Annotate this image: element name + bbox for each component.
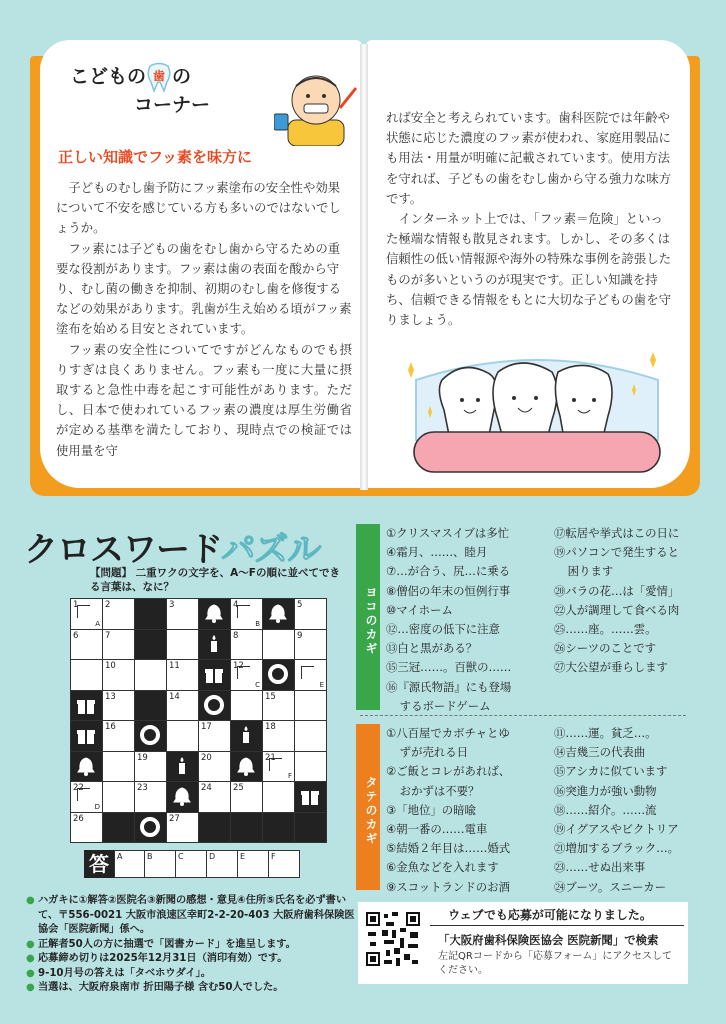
grid-cell-letter-mark: E: [319, 680, 324, 689]
grid-cell-blocked: [135, 599, 166, 629]
grid-cell[interactable]: [231, 599, 262, 629]
tooth-icon: [146, 62, 172, 92]
rule-item: ● ハガキに①解答②医院名③新聞の感想・意見④住所⑤氏名を必ず書いて、〒556-0021 大阪市浪速区幸町2-2-20-403 大阪府歯科保険医協会「医院新聞」係へ。: [26, 894, 356, 938]
clue-line: ⑮アシカに似ています: [554, 764, 668, 779]
smiling-teeth-icon: [402, 350, 672, 478]
answer-letter: B: [147, 852, 153, 861]
grid-cell-blocked: [167, 782, 198, 812]
grid-cell-blocked: [167, 752, 198, 782]
grid-cell-number: 5: [297, 600, 303, 610]
grid-cell-number: 4: [233, 600, 239, 610]
grid-cell[interactable]: [71, 813, 102, 843]
clue-line: ㉖シーツのことです: [554, 641, 657, 656]
grid-cell[interactable]: [199, 752, 230, 782]
grid-cell[interactable]: [103, 782, 134, 812]
web-entry-box: [358, 902, 688, 984]
grid-cell[interactable]: [71, 660, 102, 690]
answer-letter: F: [271, 852, 276, 861]
grid-cell-number: 22: [73, 783, 84, 793]
grid-cell[interactable]: [71, 782, 102, 812]
grid-cell-number: 13: [105, 691, 116, 702]
article-left-column: [56, 178, 352, 461]
grid-cell-number: 23: [137, 783, 148, 793]
grid-cell[interactable]: [103, 630, 134, 660]
grid-cell-blocked: [295, 782, 326, 812]
book-spine: [360, 44, 368, 490]
wreath-icon: [139, 816, 161, 838]
grid-cell[interactable]: [199, 782, 230, 812]
down-clues-col1: [386, 724, 544, 897]
grid-cell[interactable]: [231, 782, 262, 812]
candle-icon: [235, 724, 257, 746]
bell-icon: [203, 602, 225, 624]
clue-line: ④霜月、……、睦月: [386, 545, 488, 560]
candle-icon: [203, 633, 225, 655]
answer-letter: D: [209, 852, 216, 861]
bell-icon: [171, 785, 193, 807]
grid-cell[interactable]: [231, 660, 262, 690]
grid-cell[interactable]: [71, 599, 102, 629]
answer-box[interactable]: [207, 850, 238, 878]
grid-cell-letter-mark: D: [94, 802, 100, 811]
clue-line: ㉗大公望が垂らします: [554, 660, 668, 675]
crossword-title: [24, 522, 320, 571]
rule-item: ● 応募締め切りは2025年12月31日（消印有効）です。: [26, 952, 356, 967]
grid-cell[interactable]: [231, 630, 262, 660]
wreath-icon: [203, 694, 225, 716]
grid-cell-number: 12: [233, 661, 244, 671]
grid-cell-blocked: [231, 752, 262, 782]
grid-cell-blocked: [135, 691, 166, 721]
book-illustration: [30, 40, 700, 498]
clue-line: ⑲イグアスやビクトリア: [554, 822, 679, 837]
grid-cell-letter-mark: C: [255, 680, 260, 689]
grid-cell[interactable]: [295, 691, 326, 721]
grid-cell[interactable]: [167, 691, 198, 721]
grid-cell-number: 15: [265, 691, 276, 702]
down-clues: [356, 724, 686, 894]
grid-cell-number: 20: [201, 752, 212, 763]
grid-cell-number: 2: [105, 600, 111, 610]
grid-cell-letter-mark: F: [287, 772, 292, 780]
grid-cell-blocked: [231, 721, 262, 751]
grid-cell-blocked: [135, 721, 166, 751]
grid-cell-number: 6: [73, 630, 79, 641]
grid-cell[interactable]: [135, 782, 166, 812]
gift-icon: [75, 724, 97, 746]
article-paragraph: 子どものむし歯予防にフッ素塗布の安全性や効果について不安を感じている方も多いのではないでしょうか。: [56, 180, 341, 236]
grid-cell-blocked: [231, 813, 262, 843]
crossword-question: 【問題】 二重ワクの文字を、A～Fの順に並べてできる言葉は、なに？: [90, 567, 340, 593]
clue-line: ⑰転居や挙式はこの日に: [554, 526, 680, 540]
across-clues-label: ヨコのカギ: [356, 524, 380, 710]
corner-title-part1: こどもの: [70, 65, 147, 88]
clue-line: ⑱……紹介。……流: [554, 802, 657, 817]
clue-line: ⑫…密度の低下に注意: [386, 622, 500, 637]
crossword-title-part1: クロスワード: [24, 530, 222, 570]
grid-cell-blocked: [199, 660, 230, 690]
grid-cell-blocked: [199, 691, 230, 721]
grid-cell[interactable]: [103, 752, 134, 782]
answer-box[interactable]: [176, 850, 207, 878]
grid-cell[interactable]: [295, 721, 326, 751]
clue-line: ⑯突進力が強い動物: [554, 783, 657, 798]
grid-cell[interactable]: [167, 599, 198, 629]
grid-cell[interactable]: [295, 630, 326, 660]
clue-line: ⑯『源氏物語』にも登場: [386, 679, 512, 694]
bell-icon: [75, 755, 97, 777]
clue-line: ①クリスマスイブは多忙: [386, 526, 510, 540]
grid-cell-blocked: [103, 813, 134, 843]
grid-cell-blocked: [263, 660, 294, 690]
grid-cell-number: 1: [73, 600, 79, 610]
clue-line: ⑬白と黒がある？: [386, 641, 478, 656]
grid-cell[interactable]: [263, 630, 294, 660]
answer-letter: C: [178, 852, 184, 861]
answer-row: [84, 850, 300, 878]
grid-cell[interactable]: [263, 721, 294, 751]
grid-cell-blocked: [135, 813, 166, 843]
corner-title-tooth-char: 歯: [153, 69, 166, 83]
grid-cell[interactable]: [103, 599, 134, 629]
across-clues-col2: [554, 524, 704, 716]
grid-cell[interactable]: [103, 721, 134, 751]
grid-cell[interactable]: [263, 691, 294, 721]
grid-cell[interactable]: [103, 691, 134, 721]
grid-cell-blocked: [199, 630, 230, 660]
clue-line: ①八百屋でカボチャとゆ: [386, 726, 510, 740]
grid-cell-blocked: [263, 599, 294, 629]
clue-line: ⑭吉幾三の代表曲: [554, 745, 646, 760]
clue-line: ⑨スコットランドのお酒: [386, 879, 510, 894]
article-paragraph: インターネット上では、「フッ素＝危険」といった極端な情報も散見されます。しかし、その多くは信頼性の低い情報源や海外の特殊な事例を誇張したものが多いというのが現実です。正しい知識を持ち、信頼できる情報をもとに大切な子どもの歯を守りましょう。: [386, 211, 671, 328]
grid-cell-number: 7: [105, 630, 111, 641]
across-clues: [356, 524, 686, 713]
candle-icon: [171, 755, 193, 777]
clue-line: ㉕……座。……雲。: [554, 622, 657, 637]
article-right-column: [386, 108, 674, 330]
grid-cell-blocked: [71, 721, 102, 751]
clue-line: ⑤結婚２年目は……婚式: [386, 841, 511, 856]
answer-letter: A: [117, 852, 123, 861]
grid-cell-number: 27: [169, 813, 180, 824]
clue-line: ④朝一番の……電車: [386, 822, 488, 837]
down-clues-label: タテのカギ: [356, 724, 380, 890]
grid-cell[interactable]: [263, 782, 294, 812]
grid-cell-number: 3: [169, 600, 175, 610]
answer-label: 答: [84, 850, 114, 878]
corner-title: [70, 62, 210, 118]
clue-line: ⑧僧侶の年末の恒例行事: [386, 583, 511, 598]
grid-cell-number: 14: [169, 691, 180, 702]
rule-item: ● 正解者50人の方に抽選で「図書カード」を進呈します。: [26, 938, 356, 953]
down-clues-col2: [554, 724, 704, 897]
grid-cell-number: 18: [265, 722, 276, 732]
wreath-icon: [139, 724, 161, 746]
web-entry-heading: ウェブでも応募が可能になりました。: [430, 904, 684, 926]
grid-cell-blocked: [71, 691, 102, 721]
clue-line: ⑦…が合う、尻…に乗る: [386, 564, 511, 579]
grid-cell-letter-mark: A: [95, 619, 100, 628]
bell-icon: [267, 602, 289, 624]
answer-box[interactable]: [238, 850, 269, 878]
qr-code-icon[interactable]: [364, 910, 422, 968]
clue-divider: [360, 715, 686, 716]
clue-line: ㉒人が調理して食べる肉: [554, 602, 680, 617]
across-clues-col1: [386, 524, 544, 716]
wreath-icon: [267, 663, 289, 685]
grid-cell-blocked: [263, 813, 294, 843]
grid-cell-number: 17: [201, 722, 212, 732]
clue-line: ⑥金魚などを入れます: [386, 860, 499, 875]
grid-cell-number: 9: [297, 630, 303, 641]
article-paragraph: フッ素の安全性についてですがどんなものでも摂りすぎは良くありません。フッ素も一度に大量に摂取すると急性中毒を起こす可能性があります。ただし、日本で使われているフッ素の濃度は厚生労働省が定める基準を満たしており、現時点での検証では使用量を守: [56, 341, 352, 458]
clue-line: ㉓……せぬ出来事: [554, 860, 646, 875]
article-paragraph: れば安全と考えられています。歯科医院では年齢や状態に応じた濃度のフッ素が使われ、家庭用製品にも用法・用量が明確に記載されています。使用方法を守れば、子どもの歯をむし歯から守る強力な味方です。: [386, 110, 671, 206]
answer-box[interactable]: [269, 850, 300, 878]
grid-cell[interactable]: [167, 721, 198, 751]
grid-cell-blocked: [199, 599, 230, 629]
rule-item: ● 9-10月号の答えは「タベホウダイ」。: [26, 967, 356, 982]
grid-cell[interactable]: [295, 599, 326, 629]
grid-cell[interactable]: [71, 630, 102, 660]
corner-title-part2: の: [172, 65, 192, 88]
clue-line: ②ご飯とコレがあれば、: [386, 764, 511, 779]
grid-cell-number: 11: [169, 661, 180, 671]
grid-cell[interactable]: [295, 752, 326, 782]
web-entry-note: 左記QRコードから「応募フォーム」にアクセスしてください。: [438, 951, 673, 976]
grid-cell-number: 21: [265, 752, 276, 763]
grid-cell[interactable]: [199, 721, 230, 751]
crossword-grid: [70, 598, 327, 843]
clue-line: ⑮三冠……。百獣の……: [386, 660, 512, 675]
clue-line: おかずは不要？: [399, 783, 480, 798]
clue-line: 困ります: [567, 564, 614, 579]
grid-cell[interactable]: [167, 660, 198, 690]
clue-line: ⑩マイホーム: [386, 602, 453, 617]
rule-item: ● 当選は、大阪府泉南市 折田陽子様 含む50人でした。: [26, 981, 356, 996]
crossword-title-part2: パズル: [221, 530, 321, 570]
grid-cell-blocked: [199, 813, 230, 843]
grid-cell-number: 25: [233, 783, 244, 793]
grid-cell[interactable]: [135, 660, 166, 690]
web-entry-search: 「大阪府歯科保険医協会 医院新聞」で検索: [438, 933, 659, 947]
grid-cell-number: 24: [201, 783, 212, 793]
kid-brushing-icon: [274, 68, 360, 146]
gift-icon: [299, 785, 321, 807]
grid-cell[interactable]: [263, 752, 294, 782]
clue-line: ⑳バラの花…は「愛情」: [554, 583, 680, 598]
answer-box[interactable]: [114, 850, 145, 878]
article-paragraph: フッ素には子どもの歯をむし歯から守るための重要な役割があります。フッ素は歯の表面を酸から守り、むし菌の働きを抑制、初期のむし歯を修復するなどの効果があります。乳歯が生え始める頃がフッ素塗布を始める目安とされています。: [56, 240, 352, 337]
clue-line: ⑲パソコンで発生すると: [554, 545, 680, 560]
bell-icon: [235, 755, 257, 777]
grid-cell[interactable]: [167, 630, 198, 660]
gift-icon: [203, 663, 225, 685]
clue-line: ㉑増加するブラック…。: [554, 841, 680, 856]
grid-cell-blocked: [295, 813, 326, 843]
grid-cell-number: 16: [105, 722, 116, 732]
grid-cell[interactable]: [295, 660, 326, 690]
grid-cell-number: 10: [105, 661, 116, 671]
grid-cell-blocked: [135, 630, 166, 660]
answer-box[interactable]: [145, 850, 176, 878]
answer-letter: E: [240, 852, 246, 861]
clue-line: ⑪……運。貧乏…。: [554, 726, 657, 740]
clue-line: ずが売れる日: [399, 745, 469, 760]
article-headline: 正しい知識でフッ素を味方に: [58, 148, 252, 166]
grid-cell-blocked: [71, 752, 102, 782]
grid-cell-number: 8: [233, 630, 239, 641]
grid-cell[interactable]: [135, 752, 166, 782]
corner-title-line2: コーナー: [134, 94, 211, 116]
gift-icon: [75, 694, 97, 716]
clue-line: ③「地位」の暗喩: [386, 802, 476, 817]
grid-cell[interactable]: [231, 691, 262, 721]
grid-cell-letter-mark: B: [255, 619, 260, 628]
grid-cell[interactable]: [167, 813, 198, 843]
grid-cell-number: 26: [73, 813, 84, 824]
grid-cell[interactable]: [103, 660, 134, 690]
grid-cell-number: 19: [137, 752, 148, 763]
clue-line: ㉔ブーツ。スニーカー: [554, 879, 667, 894]
clue-line: するボードゲーム: [399, 698, 491, 713]
entry-rules: [26, 894, 356, 996]
